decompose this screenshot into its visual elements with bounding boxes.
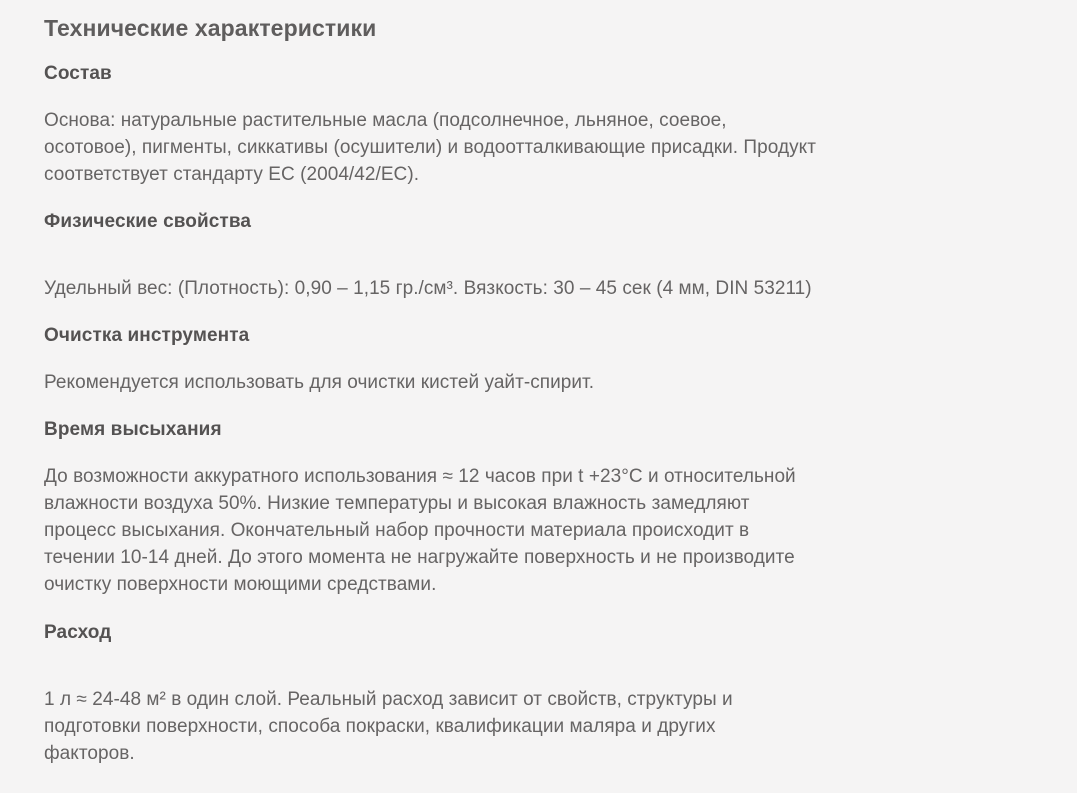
section-text-composition: Основа: натуральные растительные масла (подсолнечное, льняное, соевое, осотовое), пигменты, сиккативы (осушители) и водоотталкивающие присадки. Продукт соответствует стандарту ЕС (2004/42/ЕС).: [44, 110, 816, 185]
section-heading-consumption: Расход: [44, 622, 112, 643]
section-heading-composition: Состав: [44, 63, 112, 84]
section-text-physical-properties: Удельный вес: (Плотность): 0,90 – 1,15 гр./см³. Вязкость: 30 – 45 сек (4 мм, DIN 53211): [44, 278, 812, 299]
section-text-drying-time: До возможности аккуратного использования ≈ 12 часов при t +23°C и относительной влажности воздуха 50%. Низкие температуры и высокая влажность замедляют процесс высыхания. Окончательный набор прочности материала происходит в течении 10-14 дней. До этого момента не нагружайте поверхность и не производите очистку поверхности моющими средствами.: [44, 466, 796, 595]
section-text-consumption: 1 л ≈ 24-48 м² в один слой. Реальный расход зависит от свойств, структуры и подготовки поверхности, способа покраски, квалификации маляра и других факторов.: [44, 689, 733, 764]
page-title: Технические характеристики: [44, 15, 377, 41]
section-heading-tool-cleaning: Очистка инструмента: [44, 325, 250, 346]
section-heading-physical-properties: Физические свойства: [44, 211, 252, 232]
section-text-tool-cleaning: Рекомендуется использовать для очистки кистей уайт-спирит.: [44, 372, 595, 393]
section-heading-drying-time: Время высыхания: [44, 419, 222, 440]
